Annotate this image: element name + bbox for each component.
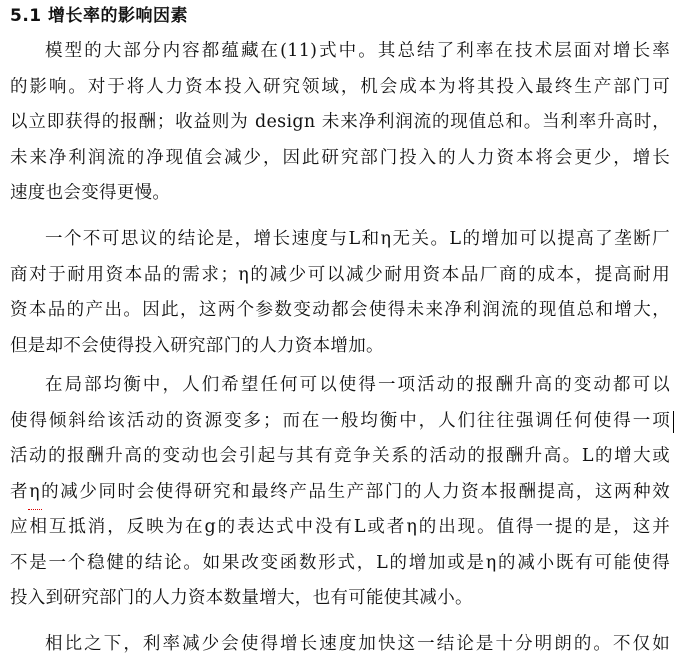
paragraph-line: 商对于耐用资本品的需求；η的减少可以减少耐用资本品厂商的成本，提高耐用	[10, 264, 670, 285]
paragraph-equilibrium	[10, 368, 670, 617]
paragraph-line: 速度也会变得更慢。	[10, 183, 171, 203]
paragraph-line: 模型的大部分内容都蕴藏在(11)式中。其总结了利率在技术层面对增长率	[45, 41, 670, 61]
paragraph-line: 活动的报酬升高的变动也会引起与其有竞争关系的活动的报酬升高。L的增大或	[10, 446, 670, 466]
paragraph-line: 应相互抵消，反映为在g的表达式中没有L或者η的出现。值得一提的是，这并	[10, 517, 670, 537]
paragraph-line: 以立即获得的报酬；收益则为 design 未来净利润流的现值总和。当利率升高时，	[10, 112, 670, 132]
paragraph-line: 者η的减少同时会使得研究和最终产品生产部门的人力资本报酬提高，这两种效	[10, 481, 670, 502]
paragraph-line: 不是一个稳健的结论。如果改变函数形式，L的增加或是η的减小既有可能使得	[10, 552, 670, 573]
spellcheck-underline	[28, 505, 42, 510]
paragraph-line: 投入到研究部门的人力资本数量增大，也有可能使其减小。	[10, 588, 473, 608]
section-heading: 5.1 增长率的影响因素	[10, 6, 189, 26]
paragraph-line: 相比之下，利率减少会使得增长速度加快这一结论是十分明朗的。不仅如	[45, 634, 670, 654]
paragraph-line: 的影响。对于将人力资本投入研究领域，机会成本为将其投入最终生产部门可	[10, 76, 670, 97]
paragraph-line: 未来净利润流的净现值会减少，因此研究部门投入的人力资本将会更少，增长	[10, 147, 670, 168]
paragraph-line: 使得倾斜给该活动的资源变多；而在一般均衡中，人们往往强调任何使得一项	[10, 410, 670, 431]
paragraph-interest-rate-effect	[10, 34, 670, 212]
text-cursor	[673, 411, 674, 433]
paragraph-line: 一个不可思议的结论是，增长速度与L和η无关。L的增加可以提高了垄断厂	[45, 229, 670, 249]
paragraph-line: 在局部均衡中，人们希望任何可以使得一项活动的报酬升高的变动都可以	[45, 375, 670, 395]
paragraph-line: 但是却不会使得投入研究部门的人力资本增加。	[10, 335, 384, 356]
paragraph-l-eta-independence	[10, 222, 670, 364]
paragraph-line: 资本品的产出。因此，这两个参数变动都会使得未来净利润流的现值总和增大，	[10, 300, 670, 320]
paragraph-conclusion	[10, 627, 670, 663]
